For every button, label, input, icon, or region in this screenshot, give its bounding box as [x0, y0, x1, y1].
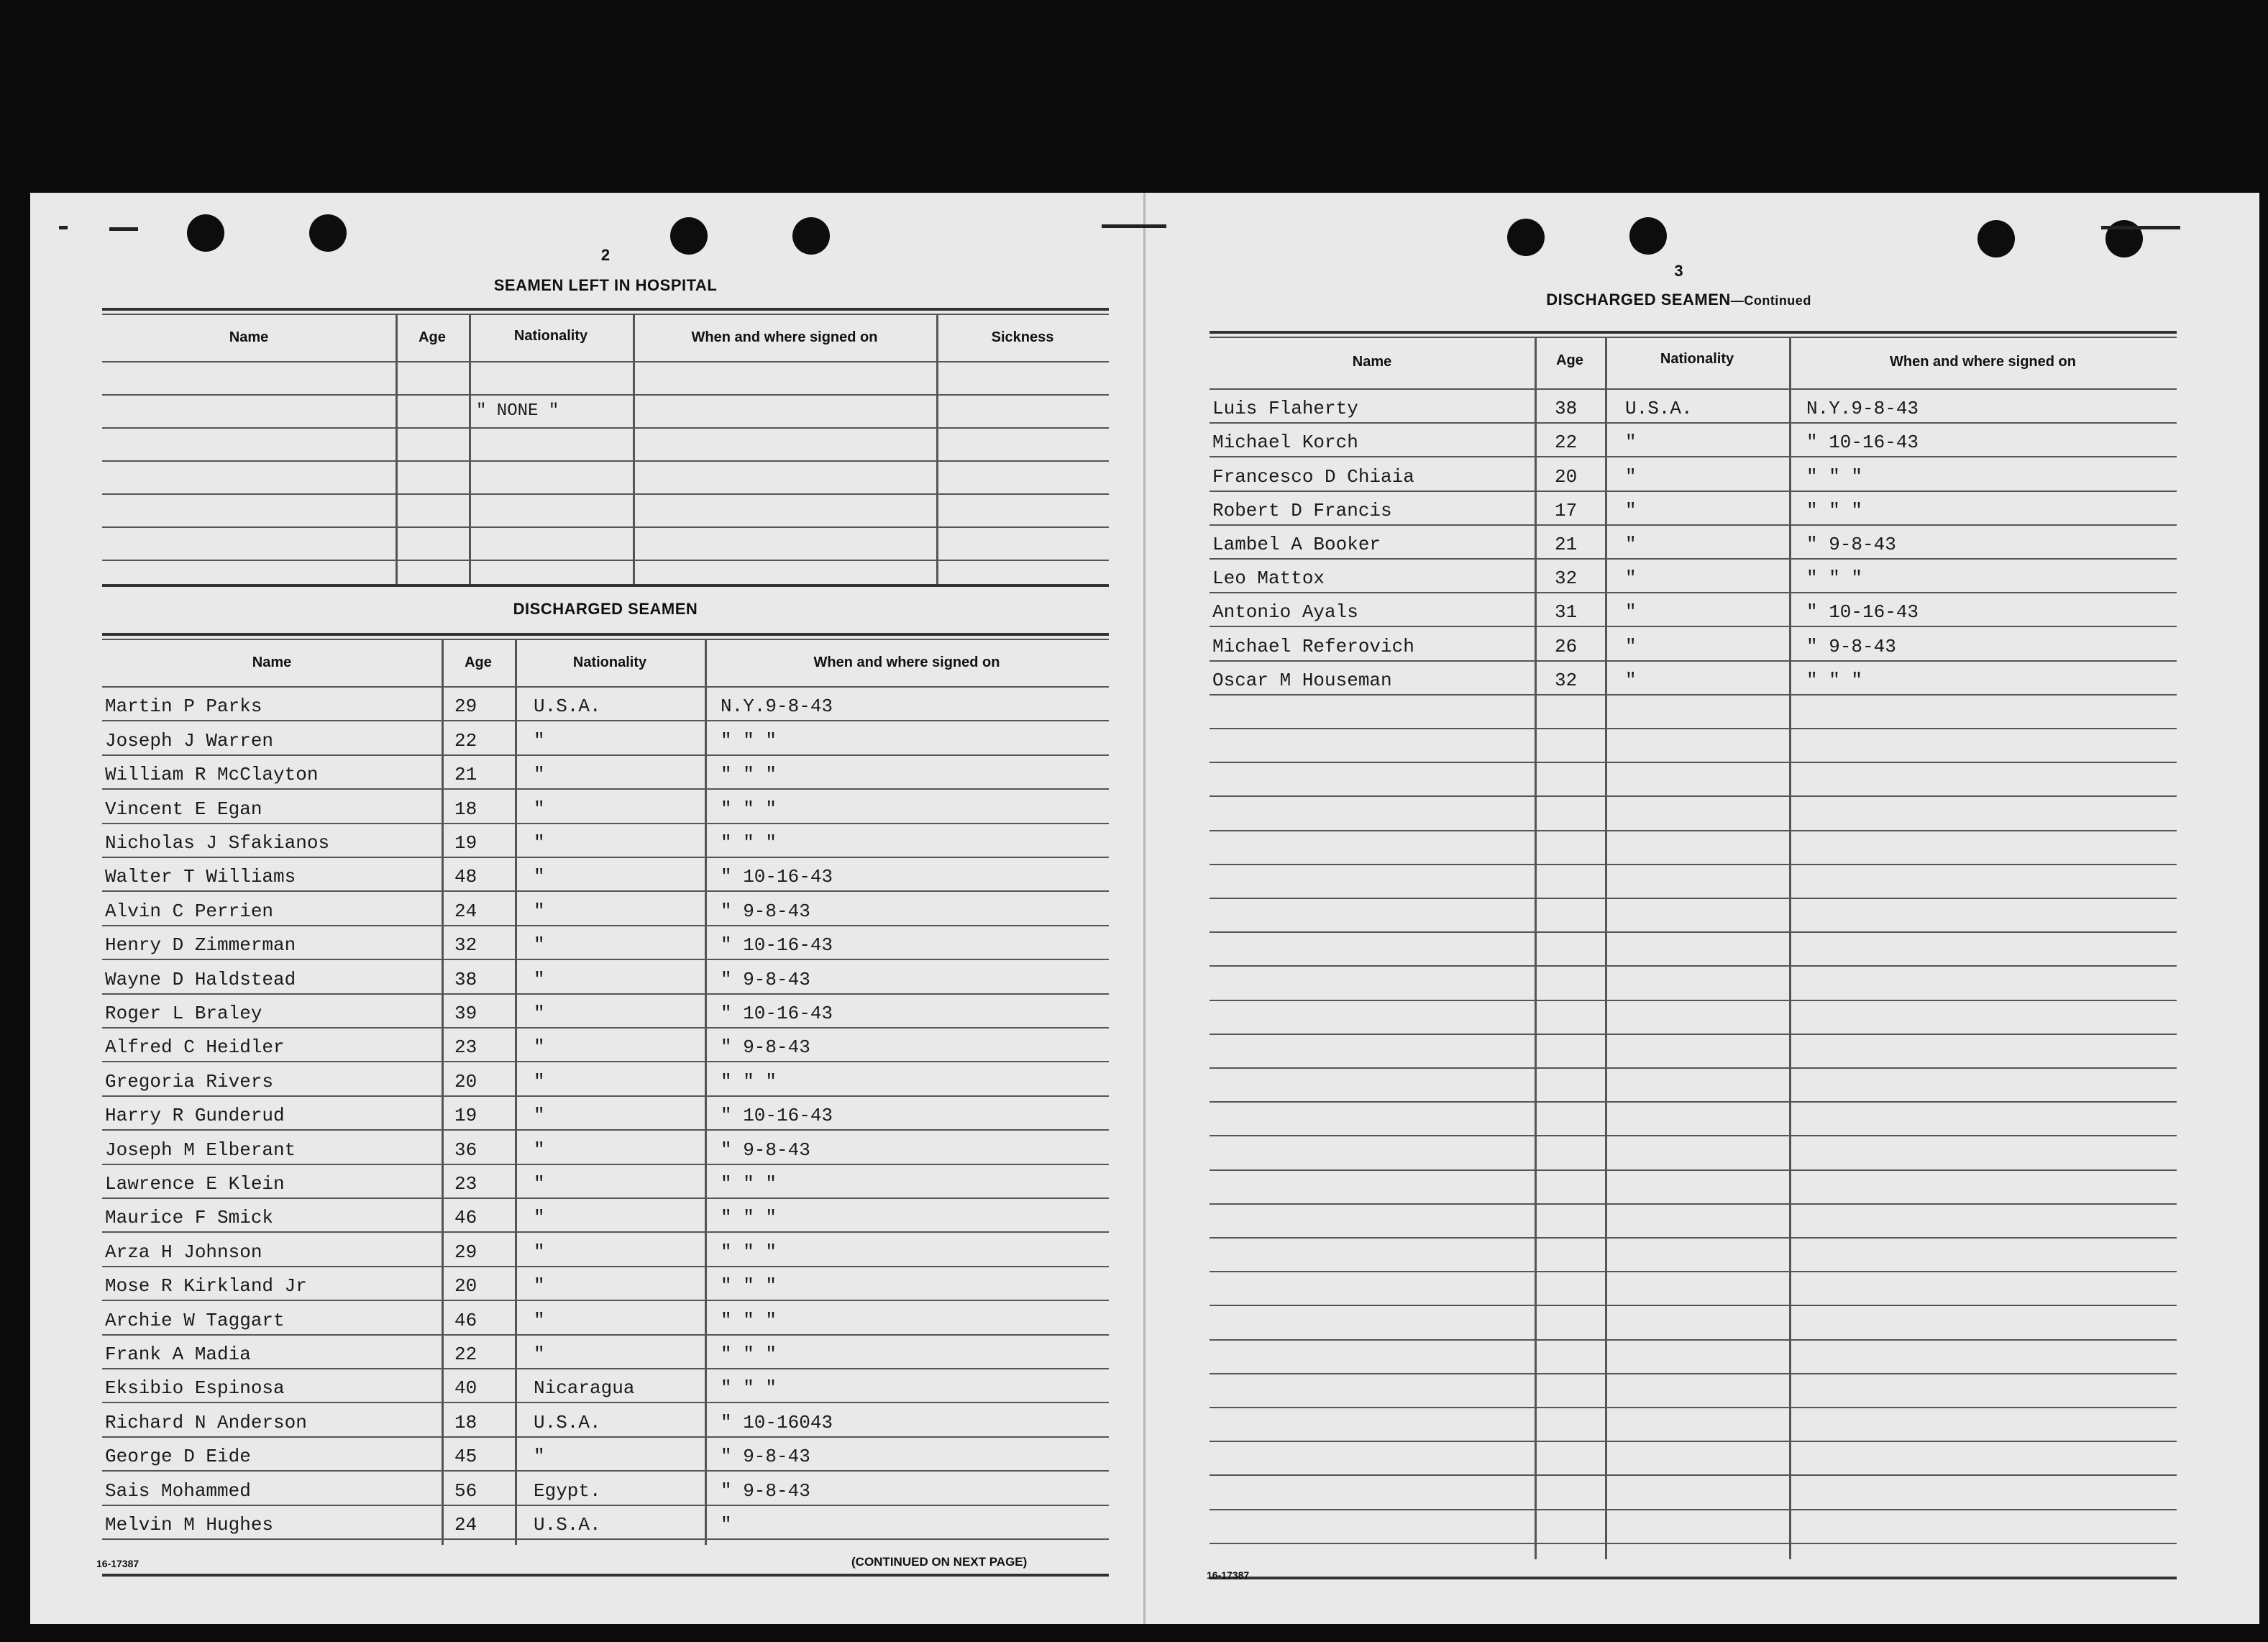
seaman-age: 20 — [1555, 465, 1578, 488]
column-header-signed-on: When and where signed on — [813, 654, 1000, 670]
table-row-rule — [102, 1266, 1109, 1267]
seaman-signed-on: " 9-8-43 — [721, 968, 810, 990]
seaman-age: 23 — [454, 1036, 477, 1059]
seaman-nationality: " — [534, 866, 545, 888]
seaman-signed-on: " 10-16-43 — [721, 866, 833, 888]
table-rule — [102, 584, 1109, 587]
table-row-rule — [102, 1300, 1109, 1301]
seaman-signed-on: " 9-8-43 — [1806, 534, 1896, 555]
seaman-age: 48 — [454, 866, 477, 888]
seaman-age: 19 — [454, 832, 477, 854]
column-divider — [515, 639, 517, 1545]
seaman-nationality: " — [534, 1105, 545, 1127]
table-row-rule — [1210, 592, 2177, 593]
seaman-signed-on: " 10-16-43 — [721, 1105, 833, 1127]
column-divider — [633, 314, 635, 584]
seaman-age: 23 — [454, 1173, 477, 1195]
seaman-nationality: " — [534, 1036, 545, 1059]
seaman-name: Joseph M Elberant — [105, 1139, 296, 1161]
column-header-nationality: Nationality — [572, 654, 647, 670]
seaman-age: 31 — [1555, 601, 1578, 624]
seaman-nationality: " — [534, 968, 545, 990]
column-header-name: Name — [1352, 354, 1392, 370]
table-row-rule — [1210, 1101, 2177, 1103]
column-header-age: Age — [465, 654, 492, 670]
table-row-rule — [102, 1470, 1109, 1472]
table-rule — [102, 308, 1109, 311]
seaman-age: 22 — [454, 1344, 477, 1365]
seaman-nationality: " — [1625, 669, 1637, 691]
seaman-signed-on: " 9-8-43 — [721, 1479, 810, 1502]
seaman-signed-on: " 10-16-43 — [1806, 601, 1919, 624]
table-rule — [1210, 388, 2177, 390]
seaman-nationality: " — [534, 1309, 545, 1331]
hospital-table — [102, 308, 1109, 588]
table-row-rule — [1210, 1271, 2177, 1272]
table-row-rule — [102, 1368, 1109, 1369]
seaman-name: Oscar M Houseman — [1212, 669, 1392, 691]
table-row-rule — [1210, 965, 2177, 967]
table-row-rule — [102, 1129, 1109, 1131]
seaman-name: Michael Referovich — [1212, 635, 1414, 657]
seaman-name: Gregoria Rivers — [105, 1070, 274, 1093]
seaman-nationality: Nicaragua — [534, 1377, 635, 1400]
document-sheet — [30, 193, 2259, 1624]
seaman-name: Roger L Braley — [105, 1003, 262, 1024]
seaman-nationality: " — [1625, 432, 1637, 454]
seaman-signed-on: " 10-16-43 — [721, 934, 833, 957]
left-page — [96, 193, 1109, 1624]
form-number: 16-17387 — [96, 1558, 140, 1569]
table-row-rule — [1210, 864, 2177, 865]
seaman-name: Michael Korch — [1212, 432, 1358, 454]
table-row-rule — [1210, 728, 2177, 729]
seaman-nationality: " — [534, 1003, 545, 1024]
table-row-rule — [102, 993, 1109, 995]
table-row-rule — [1210, 1237, 2177, 1239]
seaman-nationality: " — [534, 798, 545, 820]
seaman-age: 19 — [454, 1105, 477, 1127]
hospital-section-title: SEAMEN LEFT IN HOSPITAL — [493, 276, 718, 294]
seaman-nationality: Egypt. — [534, 1479, 601, 1502]
column-header-sickness: Sickness — [991, 329, 1054, 345]
seaman-nationality: " — [534, 1070, 545, 1093]
seaman-nationality: " — [1625, 601, 1637, 624]
table-rule — [102, 427, 1109, 429]
column-header-name: Name — [252, 654, 292, 670]
seaman-name: George D Eide — [105, 1446, 251, 1468]
table-row-rule — [1210, 1203, 2177, 1205]
seaman-age: 39 — [454, 1003, 477, 1024]
seaman-name: Harry R Gunderud — [105, 1105, 285, 1127]
table-row-rule — [1210, 1407, 2177, 1408]
seaman-nationality: " — [534, 1241, 545, 1263]
table-rule — [1210, 331, 2177, 334]
column-divider — [395, 314, 398, 584]
seaman-nationality: " — [534, 1139, 545, 1161]
seaman-age: 56 — [454, 1479, 477, 1502]
table-row-rule — [1210, 660, 2177, 662]
seaman-name: Lambel A Booker — [1212, 534, 1381, 555]
seaman-signed-on: " " " — [721, 1070, 777, 1093]
seaman-age: 29 — [454, 695, 477, 718]
seaman-nationality: U.S.A. — [534, 1411, 601, 1433]
table-rule — [102, 526, 1109, 528]
table-row-rule — [1210, 1000, 2177, 1001]
column-header-age: Age — [1556, 352, 1583, 368]
column-header-signed-on: When and where signed on — [1890, 354, 2076, 370]
column-divider — [1605, 337, 1607, 1559]
seaman-nationality: " — [1625, 534, 1637, 555]
column-header-nationality: Nationality — [1660, 351, 1734, 367]
table-rule — [102, 633, 1109, 636]
table-row-rule — [1210, 1543, 2177, 1544]
table-row-rule — [1210, 898, 2177, 899]
table-row-rule — [1210, 931, 2177, 933]
seaman-name: Eksibio Espinosa — [105, 1377, 285, 1400]
table-row-rule — [1210, 558, 2177, 560]
seaman-age: 46 — [454, 1207, 477, 1229]
table-row-rule — [102, 1164, 1109, 1165]
seaman-nationality: " — [1625, 499, 1637, 521]
table-row-rule — [102, 823, 1109, 824]
table-row-rule — [102, 1334, 1109, 1336]
seaman-name: Walter T Williams — [105, 866, 296, 888]
table-row-rule — [1210, 1034, 2177, 1035]
seaman-nationality: " — [534, 764, 545, 786]
column-header-age: Age — [419, 329, 446, 345]
table-rule — [102, 314, 1109, 315]
seaman-age: 32 — [1555, 567, 1578, 590]
table-row-rule — [1210, 795, 2177, 797]
seaman-signed-on: " " " — [721, 832, 777, 854]
seaman-signed-on: " — [721, 1514, 732, 1536]
seaman-nationality: " — [534, 1344, 545, 1365]
table-row-rule — [102, 890, 1109, 892]
seaman-name: Archie W Taggart — [105, 1309, 285, 1331]
seaman-nationality: " — [1625, 635, 1637, 657]
discharged-table — [102, 633, 1109, 1625]
seaman-signed-on: " " " — [721, 1309, 777, 1331]
seaman-nationality: " — [534, 1173, 545, 1195]
seaman-age: 24 — [454, 1514, 477, 1536]
seaman-signed-on: " " " — [721, 764, 777, 786]
table-row-rule — [1210, 694, 2177, 695]
table-rule — [1210, 1577, 2177, 1579]
table-row-rule — [102, 720, 1109, 721]
hospital-none-entry: " NONE " — [476, 401, 559, 421]
table-row-rule — [1210, 626, 2177, 627]
seaman-nationality: " — [534, 934, 545, 957]
seaman-signed-on: " 9-8-43 — [721, 1139, 810, 1161]
discharged-continued-title — [1195, 291, 2162, 309]
edge-mark — [1102, 224, 1166, 228]
seaman-nationality: " — [1625, 465, 1637, 488]
seaman-age: 45 — [454, 1446, 477, 1468]
seaman-age: 40 — [454, 1377, 477, 1400]
seaman-name: Alfred C Heidler — [105, 1036, 285, 1059]
seaman-signed-on: " " " — [1806, 465, 1863, 488]
seaman-nationality: " — [1625, 567, 1637, 590]
column-header-nationality: Nationality — [513, 328, 588, 344]
column-divider — [1535, 337, 1537, 1559]
table-row-rule — [102, 1505, 1109, 1506]
seaman-name: Antonio Ayals — [1212, 601, 1358, 624]
table-row-rule — [102, 1402, 1109, 1403]
seaman-age: 38 — [1555, 398, 1578, 420]
seaman-nationality: " — [534, 729, 545, 752]
seaman-signed-on: " " " — [1806, 669, 1863, 691]
seaman-nationality: " — [534, 832, 545, 854]
seaman-age: 24 — [454, 900, 477, 922]
table-row-rule — [1210, 1474, 2177, 1476]
seaman-signed-on: " 9-8-43 — [721, 1446, 810, 1468]
edge-mark — [59, 226, 68, 229]
table-row-rule — [102, 857, 1109, 858]
seaman-signed-on: N.Y.9-8-43 — [1806, 398, 1919, 420]
seaman-name: Mose R Kirkland Jr — [105, 1275, 307, 1297]
seaman-name: Frank A Madia — [105, 1344, 251, 1365]
table-rule — [102, 1574, 1109, 1577]
seaman-signed-on: " " " — [721, 1241, 777, 1263]
table-row-rule — [1210, 1373, 2177, 1374]
seaman-age: 18 — [454, 798, 477, 820]
table-rule — [102, 394, 1109, 396]
table-rule — [102, 560, 1109, 561]
discharged-section-title: DISCHARGED SEAMEN — [513, 600, 698, 618]
seaman-signed-on: " 9-8-43 — [721, 900, 810, 922]
seaman-signed-on: " " " — [721, 1275, 777, 1297]
column-divider — [469, 314, 471, 584]
seaman-age: 38 — [454, 968, 477, 990]
table-row-rule — [102, 1538, 1109, 1540]
seaman-signed-on: " " " — [721, 798, 777, 820]
seaman-signed-on: " " " — [721, 729, 777, 752]
seaman-age: 26 — [1555, 635, 1578, 657]
table-row-rule — [102, 959, 1109, 960]
seaman-signed-on: " " " — [1806, 499, 1863, 521]
seaman-nationality: U.S.A. — [1625, 398, 1693, 420]
seaman-age: 22 — [1555, 432, 1578, 454]
table-rule — [102, 361, 1109, 362]
column-header-name: Name — [229, 329, 269, 345]
column-header-signed-on: When and where signed on — [691, 329, 878, 345]
seaman-nationality: U.S.A. — [534, 695, 601, 718]
seaman-name: Martin P Parks — [105, 695, 262, 718]
seaman-age: 32 — [454, 934, 477, 957]
seaman-age: 17 — [1555, 499, 1578, 521]
right-page — [1207, 193, 2177, 1624]
table-row-rule — [1210, 1067, 2177, 1069]
seaman-signed-on: " 10-16-43 — [1806, 432, 1919, 454]
table-row-rule — [1210, 456, 2177, 457]
table-row-rule — [102, 925, 1109, 926]
table-row-rule — [1210, 422, 2177, 424]
table-row-rule — [102, 1436, 1109, 1438]
seaman-age: 32 — [1555, 669, 1578, 691]
table-row-rule — [102, 1095, 1109, 1097]
column-divider — [1789, 337, 1791, 1559]
seaman-name: Wayne D Haldstead — [105, 968, 296, 990]
seaman-signed-on: " 10-16043 — [721, 1411, 833, 1433]
seaman-nationality: " — [534, 900, 545, 922]
table-row-rule — [102, 1231, 1109, 1233]
seaman-age: 22 — [454, 729, 477, 752]
seaman-name: Luis Flaherty — [1212, 398, 1358, 420]
seaman-name: Leo Mattox — [1212, 567, 1325, 590]
table-row-rule — [102, 1027, 1109, 1028]
seaman-name: Joseph J Warren — [105, 729, 274, 752]
seaman-age: 18 — [454, 1411, 477, 1433]
page-number: 3 — [1674, 262, 1683, 280]
table-row-rule — [1210, 1169, 2177, 1171]
table-row-rule — [1210, 1135, 2177, 1136]
seaman-age: 21 — [454, 764, 477, 786]
table-row-rule — [102, 1061, 1109, 1062]
discharged-continued-table — [1210, 331, 2177, 1618]
seaman-nationality: " — [534, 1207, 545, 1229]
form-number: 16-17387 — [1207, 1569, 1250, 1581]
table-row-rule — [1210, 1339, 2177, 1341]
seaman-name: Vincent E Egan — [105, 798, 262, 820]
column-divider — [705, 639, 707, 1545]
table-rule — [102, 493, 1109, 495]
seaman-age: 21 — [1555, 534, 1578, 555]
table-row-rule — [1210, 1441, 2177, 1442]
seaman-nationality: U.S.A. — [534, 1514, 601, 1536]
section-title-suffix: —Continued — [1730, 293, 1811, 308]
seaman-name: Henry D Zimmerman — [105, 934, 296, 957]
seaman-signed-on: N.Y.9-8-43 — [721, 695, 833, 718]
seaman-signed-on: " " " — [721, 1173, 777, 1195]
seaman-name: Lawrence E Klein — [105, 1173, 285, 1195]
seaman-signed-on: " " " — [721, 1377, 777, 1400]
table-row-rule — [102, 788, 1109, 790]
table-row-rule — [1210, 830, 2177, 831]
column-divider — [936, 314, 938, 584]
table-rule — [102, 460, 1109, 462]
page-fold — [1143, 193, 1146, 1624]
seaman-signed-on: " " " — [721, 1207, 777, 1229]
seaman-signed-on: " " " — [1806, 567, 1863, 590]
table-row-rule — [1210, 1305, 2177, 1306]
seaman-signed-on: " 9-8-43 — [721, 1036, 810, 1059]
seaman-name: Maurice F Smick — [105, 1207, 274, 1229]
seaman-nationality: " — [534, 1446, 545, 1468]
table-rule — [102, 639, 1109, 640]
continued-note: (CONTINUED ON NEXT PAGE) — [851, 1555, 1028, 1569]
table-rule — [1210, 337, 2177, 338]
seaman-signed-on: " 10-16-43 — [721, 1003, 833, 1024]
seaman-signed-on: " " " — [721, 1344, 777, 1365]
column-divider — [442, 639, 444, 1545]
table-row-rule — [1210, 762, 2177, 763]
seaman-age: 29 — [454, 1241, 477, 1263]
seaman-nationality: " — [534, 1275, 545, 1297]
seaman-name: Arza H Johnson — [105, 1241, 262, 1263]
page-number: 2 — [600, 246, 611, 264]
seaman-name: Melvin M Hughes — [105, 1514, 274, 1536]
seaman-age: 46 — [454, 1309, 477, 1331]
seaman-name: Alvin C Perrien — [105, 900, 274, 922]
table-rule — [102, 686, 1109, 688]
seaman-name: Nicholas J Sfakianos — [105, 832, 330, 854]
seaman-name: William R McClayton — [105, 764, 319, 786]
table-row-rule — [102, 754, 1109, 756]
seaman-age: 20 — [454, 1070, 477, 1093]
seaman-name: Robert D Francis — [1212, 499, 1392, 521]
table-row-rule — [1210, 524, 2177, 526]
seaman-age: 36 — [454, 1139, 477, 1161]
seaman-name: Sais Mohammed — [105, 1479, 251, 1502]
seaman-name: Richard N Anderson — [105, 1411, 307, 1433]
table-row-rule — [1210, 1509, 2177, 1510]
seaman-signed-on: " 9-8-43 — [1806, 635, 1896, 657]
section-title-text: DISCHARGED SEAMEN — [1546, 291, 1731, 309]
table-row-rule — [1210, 491, 2177, 492]
seaman-name: Francesco D Chiaia — [1212, 465, 1414, 488]
seaman-age: 20 — [454, 1275, 477, 1297]
table-row-rule — [102, 1198, 1109, 1199]
